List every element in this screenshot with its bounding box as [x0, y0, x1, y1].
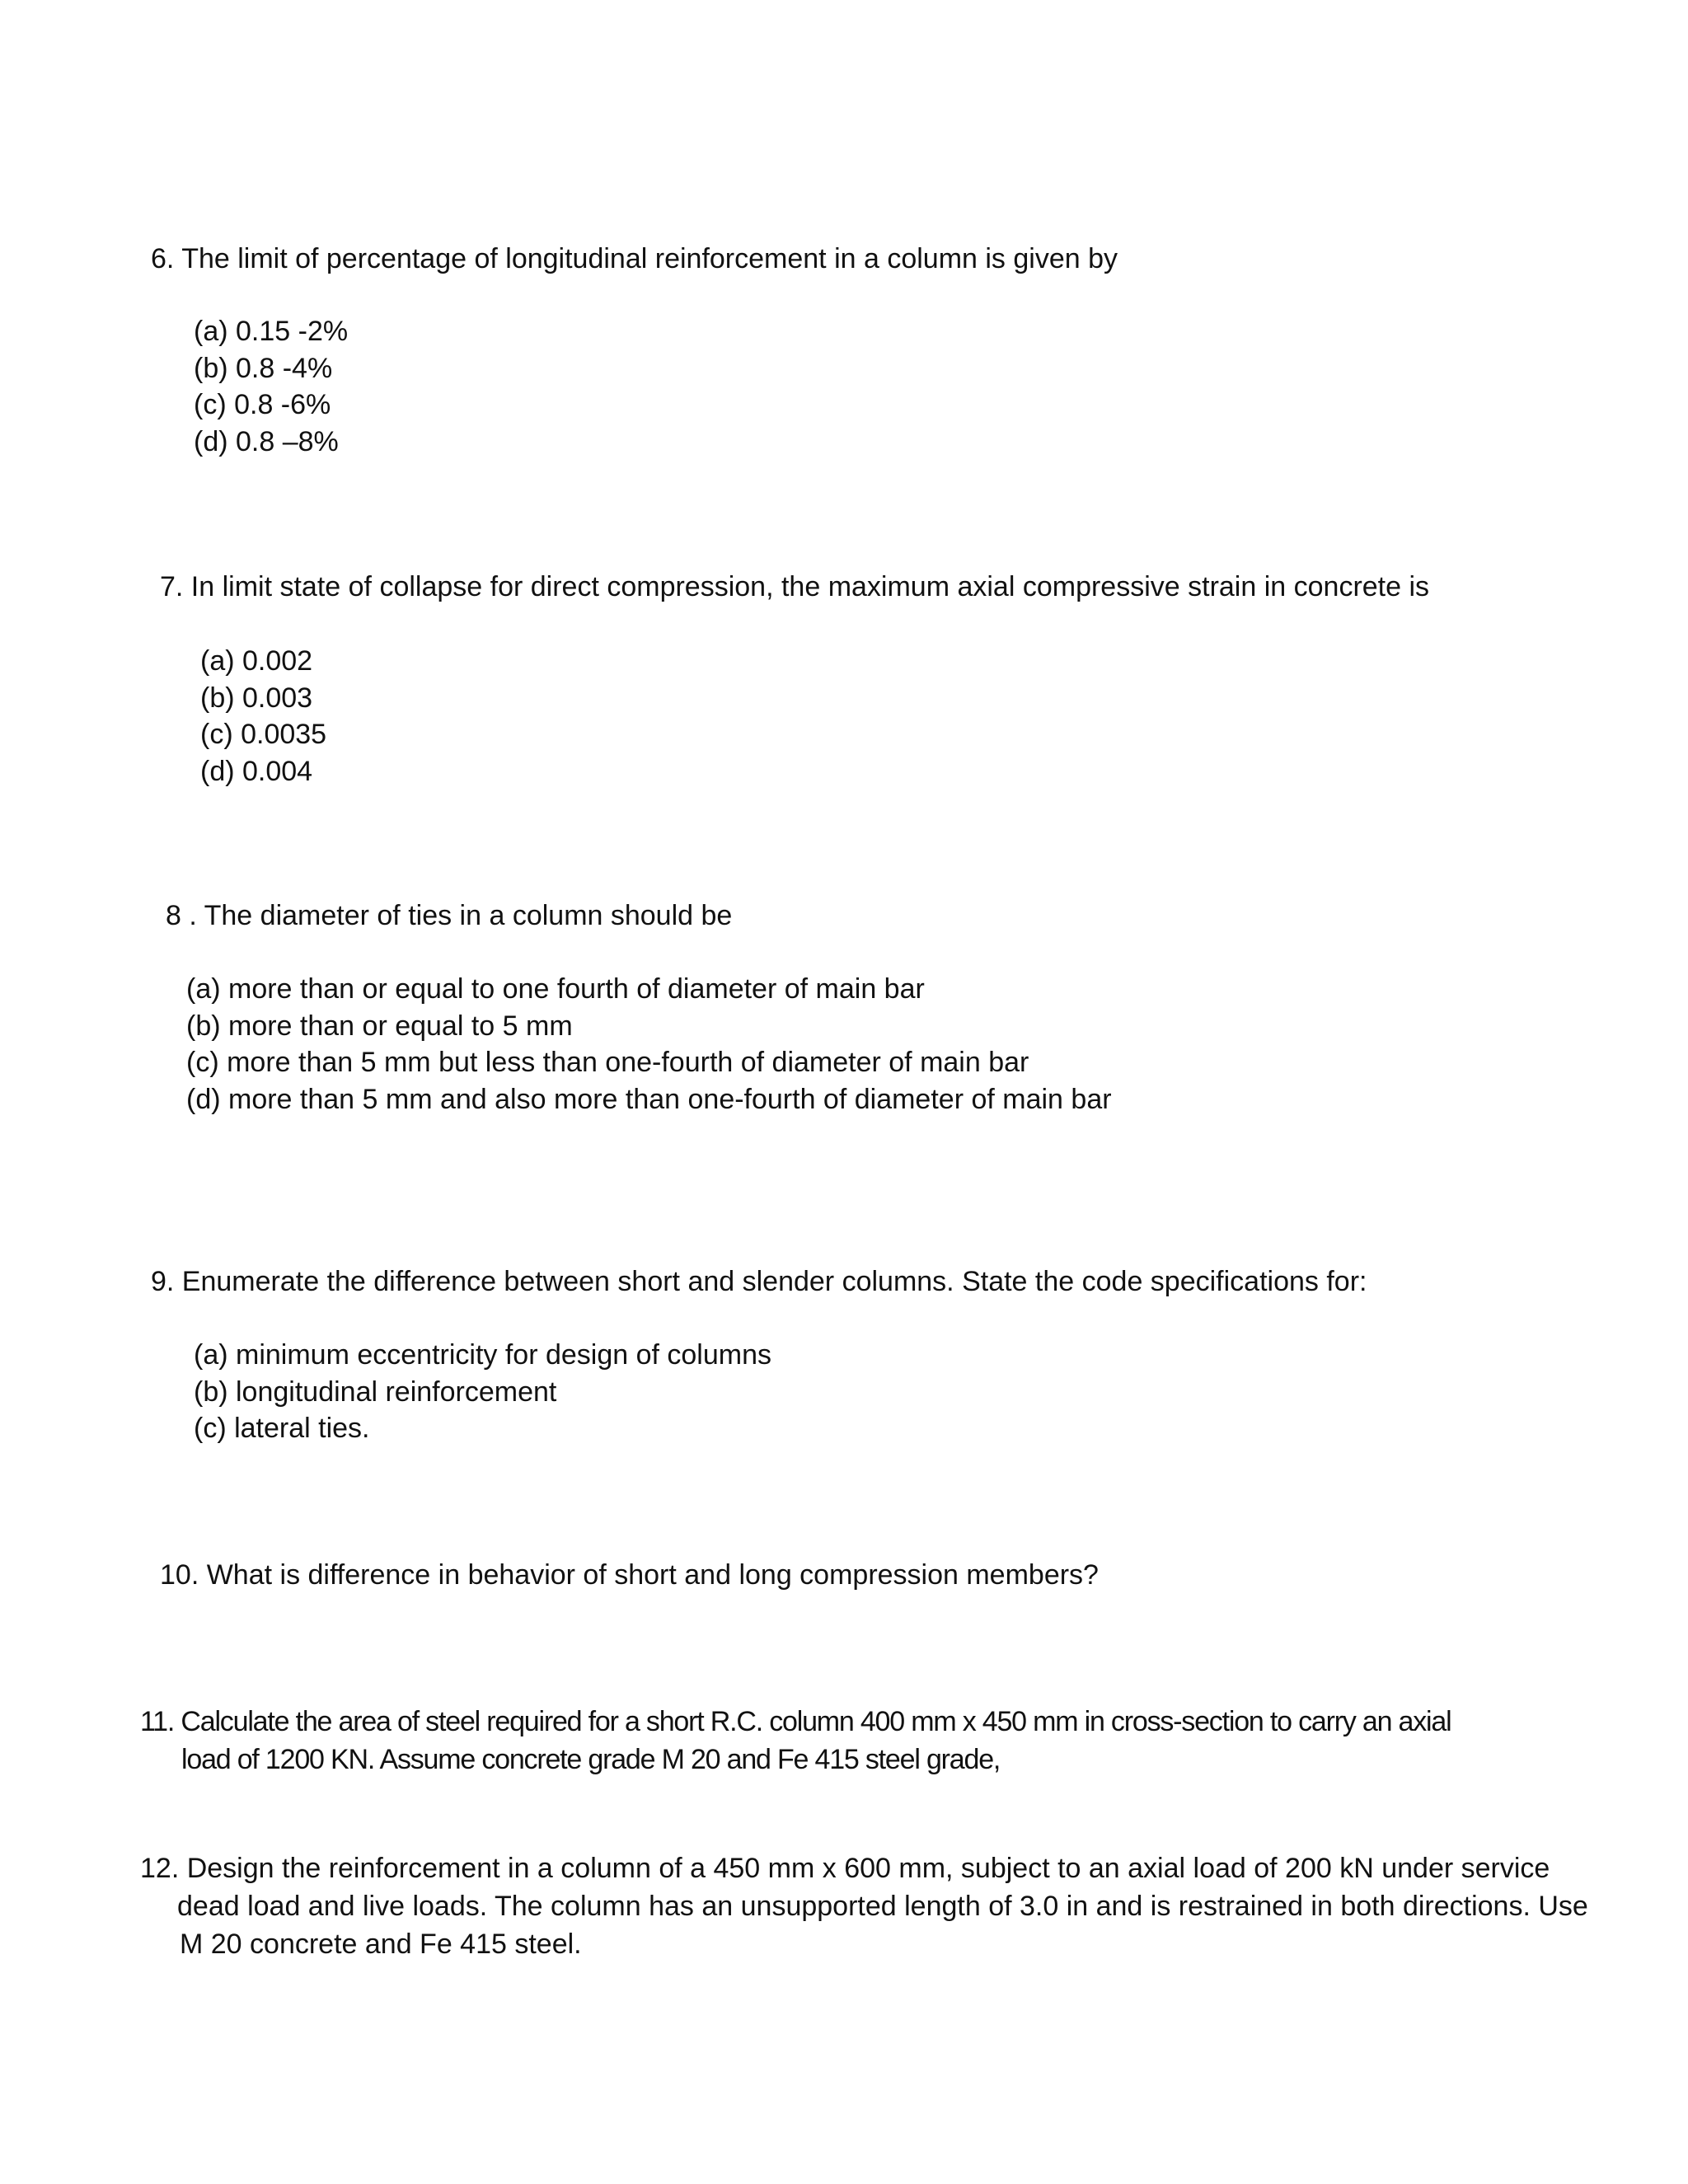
question-12 [140, 1849, 1588, 1963]
option-b: (b) 0.003 [200, 682, 313, 714]
question-7: 7. In limit state of collapse for direct compression, the maximum axial compressive strain in concrete is [160, 571, 1430, 602]
question-11-line-2: load of 1200 KN. Assume concrete grade M 20 and Fe 415 steel grade, [181, 1744, 1001, 1775]
question-7-options [200, 643, 326, 790]
question-11-line-1: 11. Calculate the area of steel required for a short R.C. column 400 mm x 450 mm in cross-section to carry an axial [140, 1706, 1451, 1737]
question-8: 8 . The diameter of ties in a column should be [166, 900, 733, 931]
option-b: (b) 0.8 -4% [194, 352, 333, 384]
question-12-line-2: dead load and live loads. The column has an unsupported length of 3.0 in and is restrained in both directions. Use [177, 1891, 1588, 1922]
option-a: (a) 0.15 -2% [194, 316, 349, 347]
question-12-line-3: M 20 concrete and Fe 415 steel. [180, 1929, 582, 1960]
question-10: 10. What is difference in behavior of short and long compression members? [160, 1559, 1099, 1591]
option-b: (b) longitudinal reinforcement [194, 1376, 557, 1408]
question-9-options [194, 1337, 771, 1447]
option-b: (b) more than or equal to 5 mm [186, 1010, 573, 1042]
question-11 [140, 1703, 1451, 1779]
option-c: (c) 0.8 -6% [194, 389, 331, 420]
option-a: (a) more than or equal to one fourth of diameter of main bar [186, 973, 925, 1005]
option-c: (c) more than 5 mm but less than one-fourth of diameter of main bar [186, 1047, 1029, 1078]
question-8-options [186, 971, 1112, 1118]
option-d: (d) 0.004 [200, 755, 313, 787]
question-9: 9. Enumerate the difference between short and slender columns. State the code specifications for: [151, 1266, 1367, 1297]
option-c: (c) lateral ties. [194, 1413, 370, 1444]
option-d: (d) more than 5 mm and also more than one-fourth of diameter of main bar [186, 1083, 1112, 1115]
option-c: (c) 0.0035 [200, 719, 327, 750]
option-a: (a) minimum eccentricity for design of columns [194, 1339, 772, 1371]
option-a: (a) 0.002 [200, 645, 313, 677]
question-12-line-1: 12. Design the reinforcement in a column of a 450 mm x 600 mm, subject to an axial load of 200 kN under service [140, 1853, 1550, 1884]
option-d: (d) 0.8 –8% [194, 425, 339, 457]
question-6-options [194, 313, 348, 460]
question-6: 6. The limit of percentage of longitudinal reinforcement in a column is given by [151, 243, 1118, 274]
